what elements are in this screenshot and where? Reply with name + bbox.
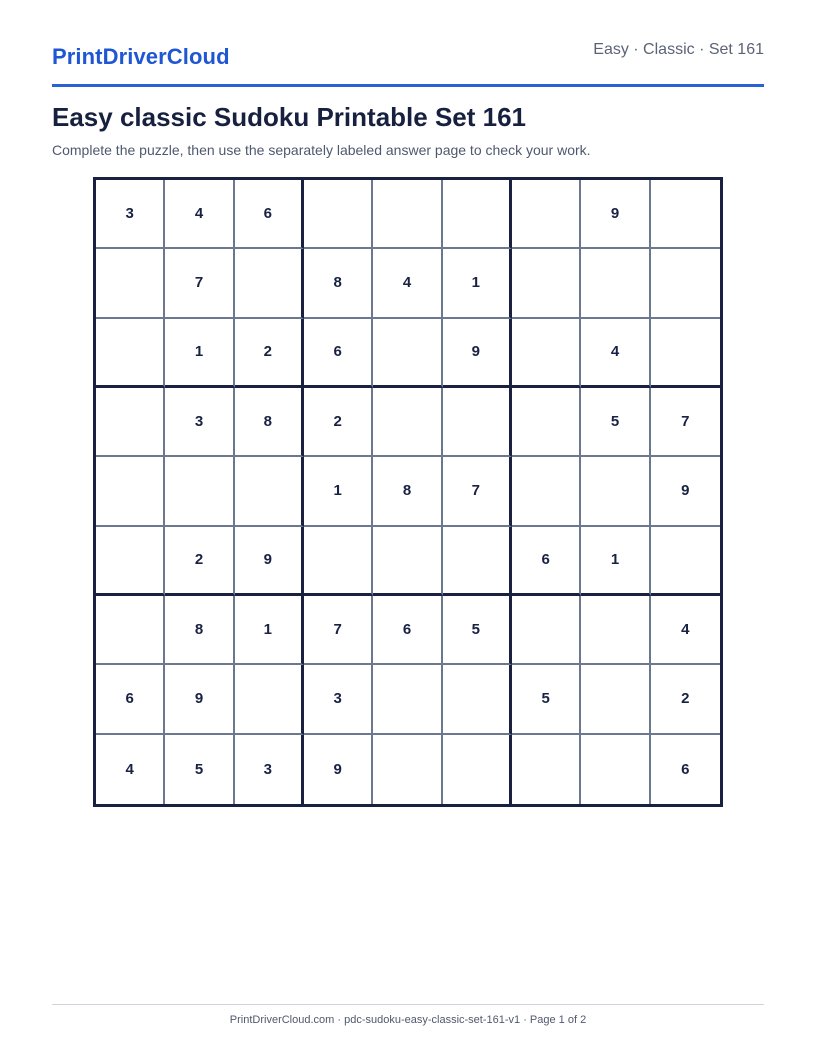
- sudoku-cell[interactable]: [512, 249, 581, 318]
- sudoku-cell[interactable]: 8: [235, 388, 304, 457]
- sudoku-cell[interactable]: [512, 319, 581, 388]
- sudoku-cell[interactable]: [235, 249, 304, 318]
- sudoku-cell[interactable]: [581, 457, 650, 526]
- sudoku-cell[interactable]: [581, 735, 650, 804]
- sudoku-cell[interactable]: 6: [512, 527, 581, 596]
- sudoku-cell[interactable]: [512, 457, 581, 526]
- brand-logo[interactable]: PrintDriverCloud: [52, 44, 230, 69]
- sudoku-cell[interactable]: [443, 180, 512, 249]
- sudoku-cell[interactable]: [373, 319, 442, 388]
- sudoku-cell[interactable]: [373, 388, 442, 457]
- sudoku-cell[interactable]: [96, 319, 165, 388]
- sudoku-cell[interactable]: 9: [581, 180, 650, 249]
- sudoku-cell[interactable]: 7: [165, 249, 234, 318]
- sudoku-cell[interactable]: [581, 249, 650, 318]
- sudoku-cell[interactable]: 2: [304, 388, 373, 457]
- sudoku-cell[interactable]: 2: [235, 319, 304, 388]
- sudoku-cell[interactable]: 1: [443, 249, 512, 318]
- sudoku-cell[interactable]: 9: [165, 665, 234, 734]
- sudoku-cell[interactable]: [581, 596, 650, 665]
- sudoku-cell[interactable]: [96, 249, 165, 318]
- sudoku-cell[interactable]: 5: [581, 388, 650, 457]
- sudoku-cell[interactable]: 3: [165, 388, 234, 457]
- sudoku-cell[interactable]: 4: [651, 596, 720, 665]
- sudoku-grid: [93, 177, 723, 807]
- sudoku-cell[interactable]: 6: [304, 319, 373, 388]
- sudoku-cell[interactable]: 4: [581, 319, 650, 388]
- sudoku-cell[interactable]: 5: [165, 735, 234, 804]
- sudoku-cell[interactable]: [235, 665, 304, 734]
- sudoku-cell[interactable]: 1: [235, 596, 304, 665]
- sudoku-cell[interactable]: [443, 527, 512, 596]
- sudoku-cell[interactable]: 9: [443, 319, 512, 388]
- sudoku-cell[interactable]: [373, 527, 442, 596]
- sudoku-cell[interactable]: 8: [165, 596, 234, 665]
- sudoku-cell[interactable]: 2: [651, 665, 720, 734]
- sudoku-cell[interactable]: 5: [443, 596, 512, 665]
- sudoku-cell[interactable]: [235, 457, 304, 526]
- sudoku-cell[interactable]: 2: [165, 527, 234, 596]
- sudoku-cell[interactable]: 4: [165, 180, 234, 249]
- sudoku-cell[interactable]: [96, 527, 165, 596]
- sudoku-cell[interactable]: [651, 249, 720, 318]
- sudoku-cell[interactable]: [651, 180, 720, 249]
- sudoku-cell[interactable]: 5: [512, 665, 581, 734]
- sudoku-cell[interactable]: [512, 596, 581, 665]
- sudoku-cell[interactable]: 3: [235, 735, 304, 804]
- sudoku-cell[interactable]: 6: [681, 760, 690, 778]
- sudoku-cell[interactable]: 9: [651, 457, 720, 526]
- sudoku-cell[interactable]: 6: [96, 665, 165, 734]
- sudoku-cell[interactable]: 8: [373, 457, 442, 526]
- sudoku-cell[interactable]: 4: [96, 735, 165, 804]
- sudoku-cell[interactable]: [512, 388, 581, 457]
- sudoku-cell[interactable]: 1: [304, 457, 373, 526]
- sudoku-cell[interactable]: 7: [651, 388, 720, 457]
- sudoku-cell[interactable]: [165, 457, 234, 526]
- sudoku-cell[interactable]: [443, 735, 512, 804]
- sudoku-cell[interactable]: 9: [235, 527, 304, 596]
- sudoku-cell[interactable]: [373, 735, 442, 804]
- page-title: Easy classic Sudoku Printable Set 161: [52, 102, 527, 132]
- sudoku-cell[interactable]: [96, 388, 165, 457]
- sudoku-cell[interactable]: [581, 665, 650, 734]
- sudoku-cell[interactable]: 6: [373, 596, 442, 665]
- sudoku-cell[interactable]: 6: [235, 180, 304, 249]
- sudoku-cell[interactable]: [96, 596, 165, 665]
- sudoku-cell[interactable]: [373, 665, 442, 734]
- sudoku-cell[interactable]: 4: [373, 249, 442, 318]
- sudoku-cell[interactable]: 8: [304, 249, 373, 318]
- sudoku-cell[interactable]: [373, 180, 442, 249]
- sudoku-cell[interactable]: [651, 527, 720, 596]
- sudoku-cell[interactable]: [96, 457, 165, 526]
- sudoku-cell[interactable]: [512, 735, 581, 804]
- page-header: [52, 38, 764, 87]
- page-footer: PrintDriverCloud.com · pdc-sudoku-easy-classic-set-161-v1 · Page 1 of 2: [229, 1014, 587, 1026]
- sudoku-cell[interactable]: 1: [165, 319, 234, 388]
- sudoku-cell[interactable]: [651, 319, 720, 388]
- sudoku-cell[interactable]: 1: [581, 527, 650, 596]
- sudoku-cell[interactable]: [304, 527, 373, 596]
- footer-divider: [52, 1004, 764, 1005]
- sudoku-cell[interactable]: 7: [304, 596, 373, 665]
- sudoku-cell[interactable]: 7: [443, 457, 512, 526]
- page-subtitle: Complete the puzzle, then use the separately labeled answer page to check your work.: [52, 142, 591, 158]
- sudoku-cell[interactable]: 3: [304, 665, 373, 734]
- sudoku-cell[interactable]: [443, 665, 512, 734]
- sudoku-cell[interactable]: 3: [96, 180, 165, 249]
- sudoku-cell[interactable]: [304, 180, 373, 249]
- sudoku-cell[interactable]: [512, 180, 581, 249]
- sudoku-cell[interactable]: 9: [304, 735, 373, 804]
- sudoku-cell[interactable]: [443, 388, 512, 457]
- puzzle-meta: Easy · Classic · Set 161: [593, 41, 764, 58]
